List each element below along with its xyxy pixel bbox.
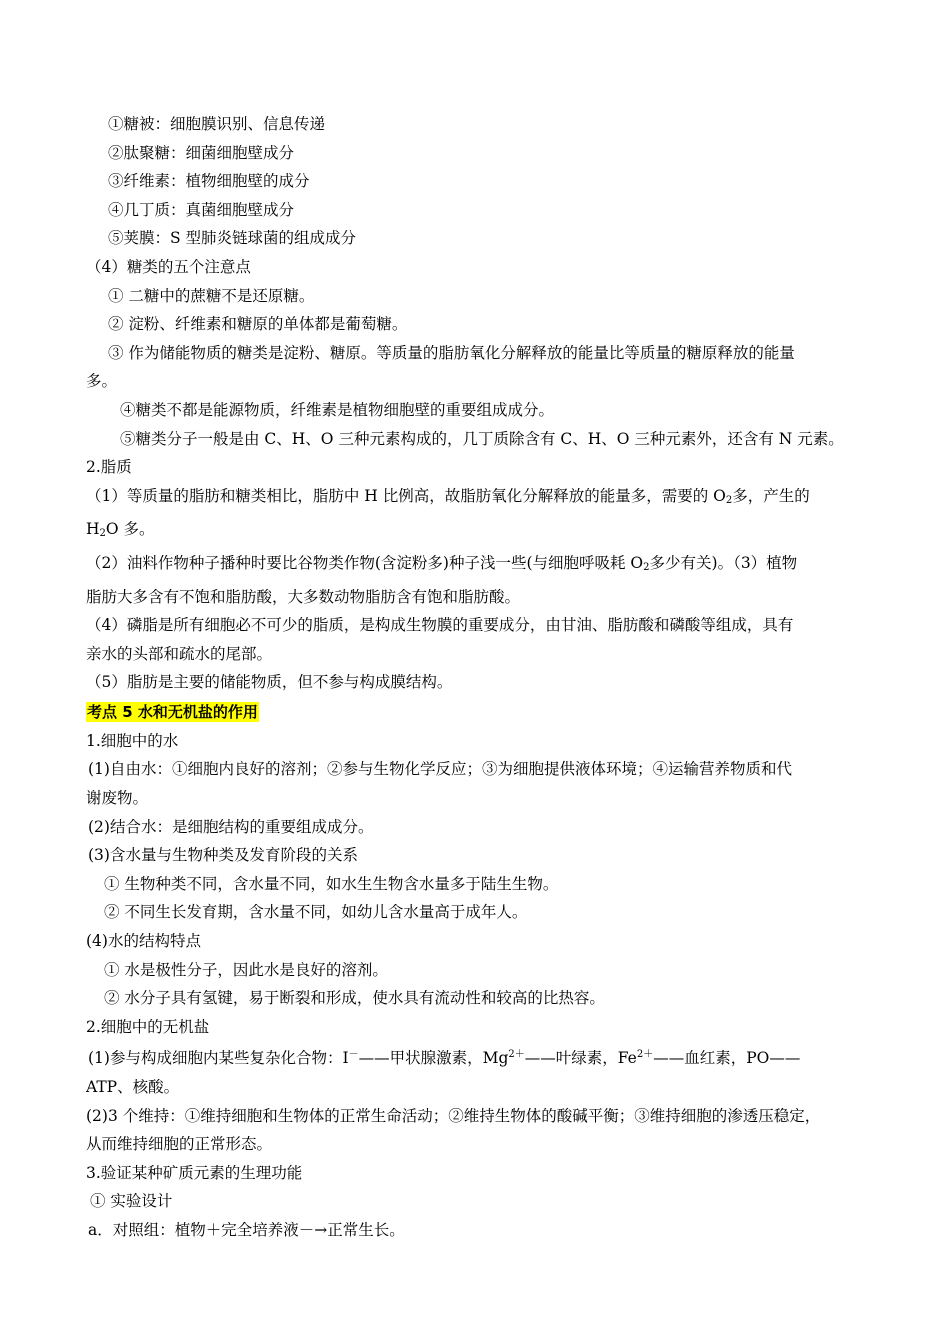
text-line: ① 生物种类不同，含水量不同，如水生生物含水量多于陆生生物。 (104, 874, 559, 893)
text-line: ②肽聚糖：细菌细胞壁成分 (108, 143, 295, 162)
document-page (86, 110, 866, 1245)
text-line: ② 水分子具有氢键，易于断裂和形成，使水具有流动性和较高的比热容。 (104, 989, 605, 1008)
text-line: ② 淀粉、纤维素和糖原的单体都是葡萄糖。 (108, 315, 408, 334)
text-line: (1)参与构成细胞内某些复杂化合物：I－——甲状腺激素，$Mg^{2+}——$叶绿素，$Fe^{2+}——$血红素，PO—— (88, 1049, 801, 1068)
text-line: (2)3 个维持：①维持细胞和生物体的正常生命活动；②维持生物体的酸碱平衡；③维持细胞的渗透压稳定， (86, 1106, 821, 1125)
text-line: 脂肪大多含有不饱和脂肪酸，大多数动物脂肪含有饱和脂肪酸。 (86, 587, 521, 606)
text-line: (4)水的结构特点 (86, 932, 201, 951)
text-line: 从而维持细胞的正常形态。 (86, 1135, 273, 1154)
text-line: (2)结合水：是细胞结构的重要组成成分。 (88, 817, 374, 836)
text-line: ② 不同生长发育期，含水量不同，如幼儿含水量高于成年人。 (104, 903, 528, 922)
text-line: ④几丁质：真菌细胞壁成分 (108, 200, 295, 219)
text-line: ATP、核酸。 (86, 1078, 180, 1096)
text-line: （4）糖类的五个注意点 (86, 257, 251, 276)
text-line: ① 实验设计 (90, 1192, 173, 1211)
text-line: ①糖被：细胞膜识别、信息传递 (108, 115, 326, 133)
text-line: a．对照组：植物＋完全培养液－→正常生长。 (88, 1220, 405, 1239)
heading-row (86, 697, 866, 727)
text-line: ⑤糖类分子一般是由 C、H、O 三种元素构成的，几丁质除含有 C、H、O 三种元素外，还含有 N 元素。 (120, 429, 844, 448)
text-line: （2）油料作物种子播种时要比谷物类作物(含淀粉多)种子浅一些(与细胞呼吸耗 $O_2$多少有关)。（3）植物 (86, 553, 798, 573)
text-line: ④糖类不都是能源物质，纤维素是植物细胞壁的重要组成成分。 (120, 400, 555, 419)
highlighted-heading: 考点 5 水和无机盐的作用 (87, 702, 258, 721)
text-line: (3)含水量与生物种类及发育阶段的关系 (88, 846, 358, 865)
text-line: 谢废物。 (86, 789, 149, 808)
text-line: （1）等质量的脂肪和糖类相比，脂肪中 H 比例高，故脂肪氧化分解释放的能量多，需要的 $O_2$多，产生的 (86, 486, 810, 506)
text-line: （4）磷脂是所有细胞必不可少的脂质，是构成生物膜的重要成分，由甘油、脂肪酸和磷酸等组成，具有 (86, 616, 794, 635)
section-title: 1.细胞中的水 (86, 731, 179, 750)
text-line: 亲水的头部和疏水的尾部。 (86, 644, 273, 663)
text-line: 多。 (86, 372, 118, 391)
text-line: ⑤荚膜：S 型肺炎链球菌的组成成分 (108, 229, 357, 248)
text-line: ① 水是极性分子，因此水是良好的溶剂。 (104, 960, 388, 979)
text-line: $H_2O$ 多。 (86, 520, 155, 540)
text-line: (1)自由水：①细胞内良好的溶剂；②参与生物化学反应；③为细胞提供液体环境；④运输营养物质和代 (88, 760, 792, 779)
section-title: 2.脂质 (86, 458, 132, 477)
text-line: （5）脂肪是主要的储能物质，但不参与构成膜结构。 (86, 673, 453, 692)
text-line: ① 二糖中的蔗糖不是还原糖。 (108, 286, 315, 305)
text-line: ③纤维素：植物细胞壁的成分 (108, 172, 310, 191)
section-title: 3.验证某种矿质元素的生理功能 (86, 1163, 303, 1182)
section-title: 2.细胞中的无机盐 (86, 1017, 210, 1036)
text-line: ③ 作为储能物质的糖类是淀粉、糖原。等质量的脂肪氧化分解释放的能量比等质量的糖原释放的能量 (108, 343, 795, 362)
